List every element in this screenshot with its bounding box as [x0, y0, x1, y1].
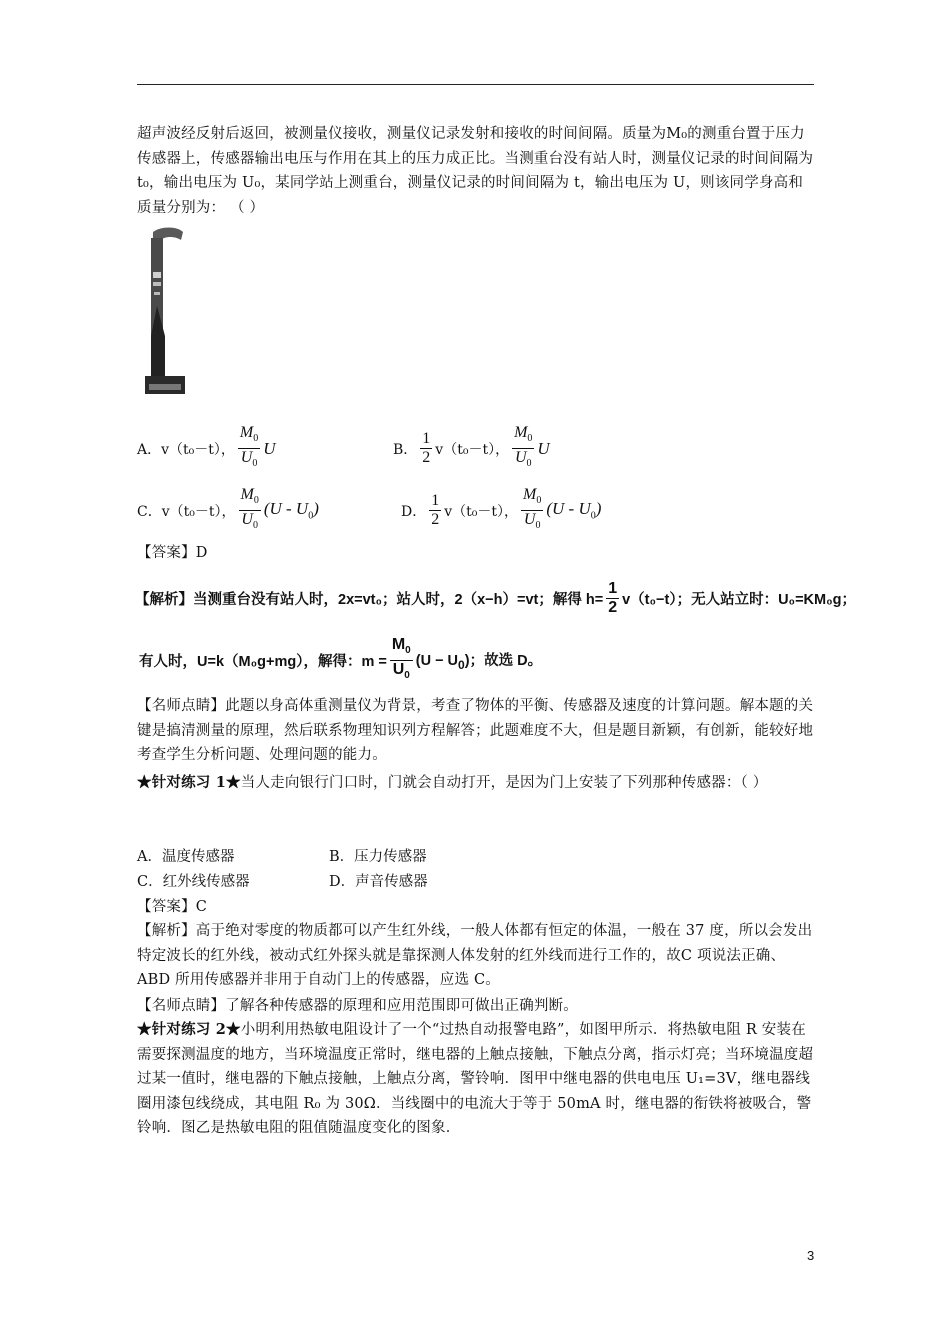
option-b — [393, 424, 550, 473]
answer-1: 【答案】D — [137, 545, 208, 561]
fraction-one-half: $\frac{1}{2}$ — [431, 492, 440, 529]
practice-question-1 — [137, 771, 817, 796]
teacher-note-1: 【名师点睛】此题以身高体重测量仪为背景，考查了物体的平衡、传感器及速度的计算问题。解本题的关键是搞清测量的原理，然后联系物理知识列方程解答；此题难度不大，但是题目新颖，有创新，能较好地考查学生分析问题、处理问题的能力。 — [137, 698, 814, 763]
choice-b: B．压力传感器 — [329, 849, 427, 865]
analysis-2: 【解析】高于绝对零度的物质都可以产生红外线，一般人体都有恒定的体温，一般在 37 度，所以会发出特定波长的红外线，被动式红外探头就是靠探测人体发射的红外线而进行工作的，故C 项说法正确、ABD 所用传感器并非用于自动门上的传感器，应选 C。 — [137, 923, 813, 988]
header-rule — [137, 84, 814, 85]
option-b-expr: v（t₀－t）， — [435, 441, 510, 458]
fraction-m0-u0: $\frac{M_0}{U_0}$ — [391, 636, 411, 682]
fraction-m0-u0: $\frac{M_0}{U_0}$ — [239, 424, 259, 470]
practice-question-2 — [137, 1018, 817, 1141]
answer-2: 【答案】C — [137, 899, 208, 915]
fraction-m0-u0: $\frac{M_0}{U_0}$ — [240, 486, 259, 532]
option-b-label: B． — [393, 441, 418, 458]
solution-line-2: 有人时，U=k（M₀g+mg），解得：m = $\frac{M_0}{U_0}$ $(U - U_0)$；故选 D。 — [139, 636, 542, 685]
option-a-label: A．v（t₀－t）， — [137, 441, 235, 458]
option-d-paren: $(U - U_0)$ — [546, 499, 602, 522]
fraction-one-half: $\frac{1}{2}$ — [422, 430, 431, 467]
height-weight-meter-image — [139, 226, 187, 404]
option-d — [401, 486, 601, 535]
option-a-u: U — [263, 438, 276, 458]
choice-a: A．温度传感器 — [137, 849, 235, 865]
practice-1-choices — [137, 845, 428, 894]
page-number: 3 — [807, 1248, 815, 1263]
fraction-one-half: $\frac{1}{2}$ — [608, 580, 618, 616]
practice-2-text: 小明利用热敏电阻设计了一个“过热自动报警电路”，如图甲所示．将热敏电阻 R 安装在需要探测温度的地方，当环境温度正常时，继电器的上触点接触，下触点分离，指示灯亮；当环境温度超过某一值时，继电器的下触点接触，上触点分离，警铃响．图甲中继电器的供电电压 U₁=3V，继电器线圈用漆包线绕成，其电阻 R₀ 为 30Ω．当线圈中的电流大于等于 50mA 时，继电器的衔铁将被吸合，警铃响．图乙是热敏电阻的阻值随温度变化的图象． — [137, 1022, 814, 1136]
option-a — [137, 424, 276, 473]
option-b-u: U — [537, 438, 550, 458]
option-c-paren: $(U - U_0)$ — [263, 499, 319, 522]
teacher-note-2: 【名师点睛】了解各种传感器的原理和应用范围即可做出正确判断。 — [137, 998, 578, 1014]
practice-2-prefix: ★针对练习 2★ — [137, 1021, 241, 1038]
fraction-m0-u0: $\frac{M_0}{U_0}$ — [514, 424, 533, 470]
option-c-label: C．v（t₀－t）， — [137, 503, 236, 520]
practice-1-text: 当人走向银行门口时，门就会自动打开，是因为门上安装了下列那种传感器：（ ） — [240, 775, 768, 791]
choice-c: C．红外线传感器 — [137, 873, 250, 890]
practice-1-prefix: ★针对练习 1★ — [137, 774, 241, 791]
solution-line-1: 【解析】当测重台没有站人时，2x=vt₀；站人时，2（x−h）=vt；解得 h= $\frac{1}{2}$ v（t₀−t）；无人站立时：U₀=KM₀g； — [135, 580, 856, 616]
option-c — [137, 486, 319, 535]
question-intro: 超声波经反射后返回，被测量仪接收，测量仪记录发射和接收的时间间隔。质量为M₀的测重台置于压力传感器上，传感器输出电压与作用在其上的压力成正比。当测重台没有站人时，测量仪记录的时间间隔为 t₀，输出电压为 U₀，某同学站上测重台，测量仪记录的时间间隔为 t，输出电压为 U，则该同学身高和质量分别为： （ ） — [137, 126, 814, 216]
option-d-label: D． — [401, 503, 427, 520]
fraction-m0-u0: $\frac{M_0}{U_0}$ — [523, 486, 542, 532]
option-d-expr: v（t₀－t）， — [444, 503, 519, 520]
choice-d: D．声音传感器 — [329, 873, 428, 890]
